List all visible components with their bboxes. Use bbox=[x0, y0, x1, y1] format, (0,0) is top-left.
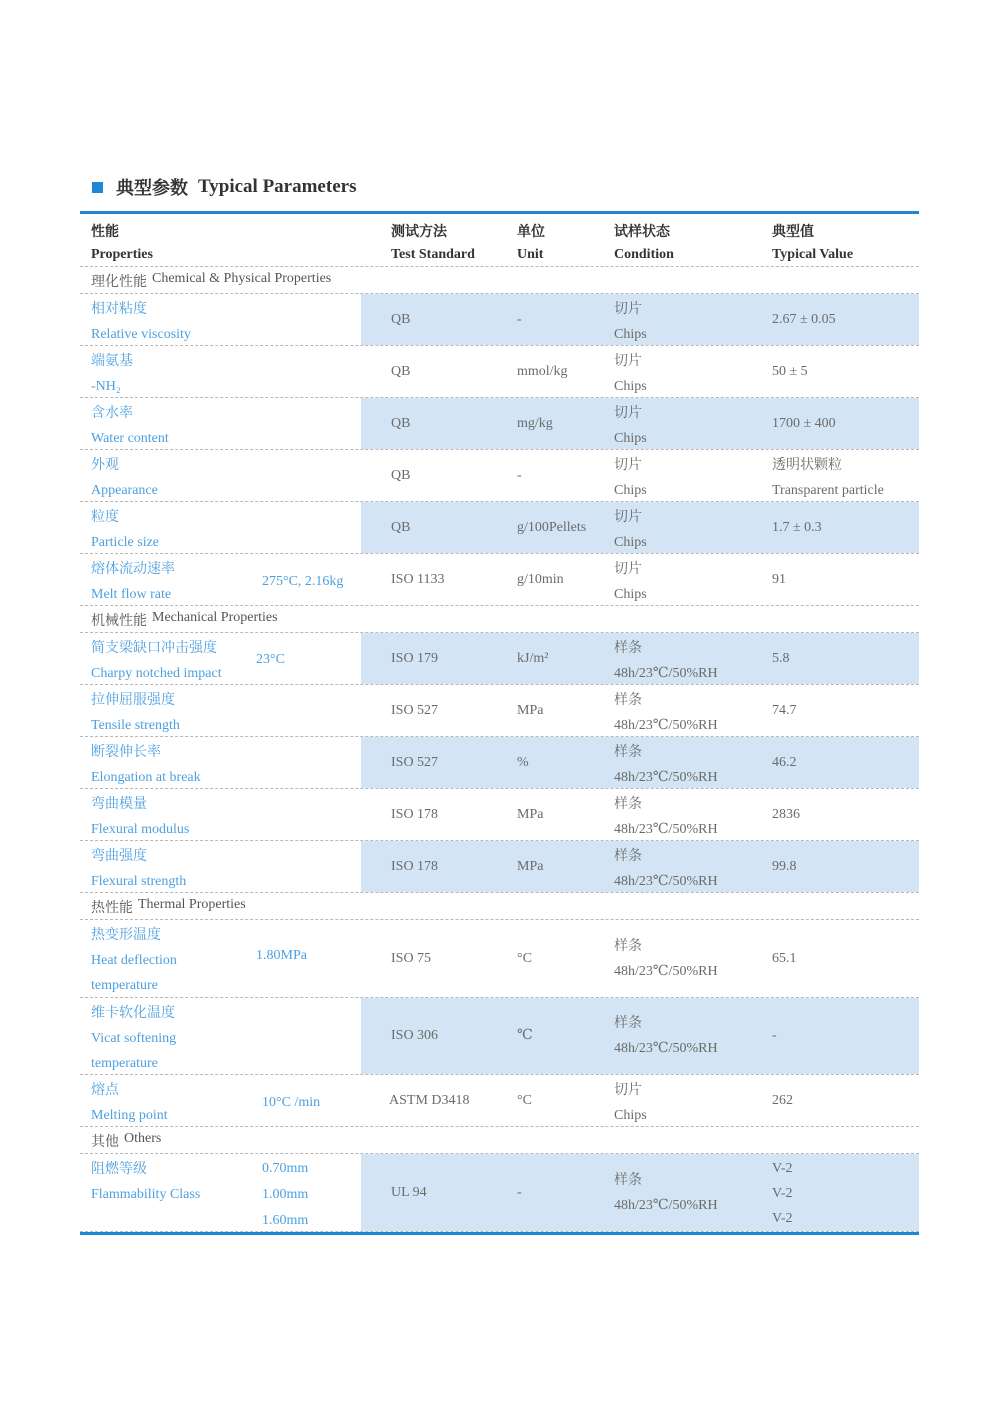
header-standard-en: Test Standard bbox=[391, 247, 475, 262]
header-condition-en: Condition bbox=[614, 247, 674, 262]
section-title-en: Mechanical Properties bbox=[152, 610, 278, 625]
test-standard: ISO 527 bbox=[391, 754, 439, 770]
unit: MPa bbox=[517, 806, 544, 822]
unit: MPa bbox=[517, 702, 544, 718]
unit: MPa bbox=[517, 858, 544, 874]
title-cn: 典型参数 bbox=[116, 178, 188, 199]
condition-cn: 切片 bbox=[614, 353, 642, 369]
table-row bbox=[80, 633, 919, 685]
header-standard-cn: 测试方法 bbox=[391, 224, 447, 240]
table-row bbox=[80, 685, 919, 737]
table-row bbox=[80, 789, 919, 841]
section-header bbox=[80, 267, 919, 294]
condition-en: Chips bbox=[614, 431, 647, 446]
test-condition-note: 0.70mm bbox=[262, 1161, 309, 1176]
section-header bbox=[80, 893, 919, 920]
condition-cn: 切片 bbox=[614, 301, 642, 317]
property-cn: 熔体流动速率 bbox=[91, 561, 175, 577]
property-cn: 阻燃等级 bbox=[91, 1161, 147, 1177]
property-en: Vicat softening bbox=[91, 1031, 177, 1046]
condition-cn: 样条 bbox=[614, 1015, 642, 1031]
section-header bbox=[80, 1127, 919, 1154]
table-row bbox=[80, 1154, 919, 1232]
row-shade bbox=[361, 998, 919, 1074]
unit: - bbox=[517, 311, 522, 327]
condition-en: Chips bbox=[614, 587, 647, 602]
typical-value: 2.67 ± 0.05 bbox=[772, 311, 836, 327]
property-en: -NH₂ bbox=[91, 379, 121, 394]
property-en: Flammability Class bbox=[91, 1187, 201, 1202]
test-standard: QB bbox=[391, 363, 411, 379]
table-row bbox=[80, 1075, 919, 1127]
section-title-cn: 热性能 bbox=[91, 900, 133, 916]
condition-en: 48h/23℃/50%RH bbox=[614, 963, 718, 979]
condition-en: 48h/23℃/50%RH bbox=[614, 1197, 718, 1213]
property-en: Flexural modulus bbox=[91, 822, 190, 837]
unit: - bbox=[517, 467, 522, 483]
unit: kJ/m² bbox=[517, 650, 549, 666]
header-unit-en: Unit bbox=[517, 247, 544, 262]
condition-cn: 样条 bbox=[614, 937, 642, 954]
property-cn: 热变形温度 bbox=[91, 927, 161, 943]
typical-value: 2836 bbox=[772, 806, 800, 822]
unit: % bbox=[517, 754, 529, 770]
condition-en: 48h/23℃/50%RH bbox=[614, 718, 718, 733]
test-condition-note: 1.80MPa bbox=[256, 948, 307, 963]
property-cn: 熔点 bbox=[91, 1082, 119, 1098]
typical-value: 91 bbox=[772, 571, 786, 587]
condition-cn: 切片 bbox=[614, 561, 642, 577]
property-cn: 粒度 bbox=[91, 509, 119, 525]
title-en: Typical Parameters bbox=[198, 176, 357, 197]
typical-value: - bbox=[772, 1028, 777, 1043]
condition-en: 48h/23℃/50%RH bbox=[614, 770, 718, 785]
property-cn: 维卡软化温度 bbox=[91, 1005, 175, 1021]
typical-value: 262 bbox=[772, 1092, 793, 1108]
property-en: Heat deflection bbox=[91, 953, 177, 968]
property-en: temperature bbox=[91, 1056, 158, 1071]
property-en: temperature bbox=[91, 978, 158, 993]
test-condition-note: 1.60mm bbox=[262, 1213, 309, 1228]
typical-value: Transparent particle bbox=[772, 483, 884, 498]
section-title-en: Chemical & Physical Properties bbox=[152, 271, 332, 286]
section-title-en: Others bbox=[124, 1131, 162, 1146]
header-condition-cn: 试样状态 bbox=[614, 224, 670, 240]
header-value-cn: 典型值 bbox=[772, 224, 814, 240]
test-condition-note: 1.00mm bbox=[262, 1187, 309, 1202]
unit: g/100Pellets bbox=[517, 519, 587, 535]
typical-value: 65.1 bbox=[772, 950, 797, 966]
property-en: Relative viscosity bbox=[91, 327, 191, 342]
condition-cn: 样条 bbox=[614, 744, 642, 760]
typical-value: 99.8 bbox=[772, 858, 797, 874]
condition-en: 48h/23℃/50%RH bbox=[614, 1041, 718, 1056]
typical-value: 1700 ± 400 bbox=[772, 415, 836, 431]
condition-cn: 样条 bbox=[614, 796, 642, 812]
condition-en: 48h/23℃/50%RH bbox=[614, 666, 718, 681]
condition-cn: 切片 bbox=[614, 509, 642, 525]
property-en: Flexural strength bbox=[91, 874, 187, 889]
property-cn: 拉伸屈服强度 bbox=[91, 692, 175, 708]
typical-value: 74.7 bbox=[772, 702, 797, 718]
condition-cn: 样条 bbox=[614, 848, 642, 864]
header-value-en: Typical Value bbox=[772, 247, 854, 262]
unit: °C bbox=[517, 950, 532, 966]
table-row bbox=[80, 346, 919, 398]
typical-value: 50 ± 5 bbox=[772, 363, 808, 379]
condition-en: 48h/23℃/50%RH bbox=[614, 822, 718, 837]
typical-value: V-2 bbox=[772, 1161, 793, 1176]
property-en: Melting point bbox=[91, 1108, 168, 1123]
unit: g/10min bbox=[517, 571, 564, 587]
test-standard: ISO 179 bbox=[391, 650, 439, 666]
header-properties-cn: 性能 bbox=[91, 224, 119, 240]
section-header bbox=[80, 606, 919, 633]
test-standard: ASTM D3418 bbox=[389, 1092, 470, 1108]
section-title-cn: 其他 bbox=[91, 1134, 119, 1150]
table-row bbox=[80, 737, 919, 789]
test-standard: ISO 178 bbox=[391, 858, 439, 874]
table-row bbox=[80, 294, 919, 346]
test-standard: QB bbox=[391, 311, 411, 327]
property-en: Appearance bbox=[91, 483, 158, 498]
test-standard: QB bbox=[391, 519, 411, 535]
condition-en: Chips bbox=[614, 379, 647, 394]
typical-value: V-2 bbox=[772, 1186, 793, 1201]
typical-value: V-2 bbox=[772, 1211, 793, 1226]
property-cn: 弯曲强度 bbox=[91, 848, 147, 864]
table-row bbox=[80, 450, 919, 502]
typical-value: 5.8 bbox=[772, 650, 790, 666]
condition-cn: 样条 bbox=[614, 1171, 642, 1188]
header-unit-cn: 单位 bbox=[517, 224, 545, 240]
test-standard: QB bbox=[391, 467, 411, 483]
section-title-cn: 机械性能 bbox=[91, 613, 147, 629]
property-cn: 相对粘度 bbox=[91, 301, 147, 317]
condition-cn: 切片 bbox=[614, 457, 642, 473]
property-en: Particle size bbox=[91, 535, 160, 550]
property-en: Melt flow rate bbox=[91, 587, 172, 602]
test-standard: ISO 306 bbox=[391, 1028, 439, 1043]
test-standard: ISO 527 bbox=[391, 702, 439, 718]
condition-cn: 切片 bbox=[614, 405, 642, 421]
test-standard: UL 94 bbox=[391, 1184, 427, 1200]
property-cn: 断裂伸长率 bbox=[91, 744, 161, 760]
unit: °C bbox=[517, 1092, 532, 1108]
condition-en: Chips bbox=[614, 535, 647, 550]
unit: mg/kg bbox=[517, 415, 553, 431]
test-condition-note: 23°C bbox=[256, 652, 285, 667]
test-standard: ISO 178 bbox=[391, 806, 439, 822]
header-properties-en: Properties bbox=[91, 247, 153, 262]
condition-en: 48h/23℃/50%RH bbox=[614, 874, 718, 889]
unit: - bbox=[517, 1184, 522, 1200]
title-square-icon bbox=[92, 182, 103, 193]
section-title-cn: 理化性能 bbox=[91, 274, 147, 290]
test-standard: QB bbox=[391, 415, 411, 431]
section-title-en: Thermal Properties bbox=[138, 897, 246, 912]
condition-cn: 样条 bbox=[614, 640, 642, 656]
table-header bbox=[80, 214, 919, 267]
unit: mmol/kg bbox=[517, 363, 568, 379]
property-cn: 端氨基 bbox=[91, 353, 133, 369]
typical-value: 1.7 ± 0.3 bbox=[772, 519, 822, 535]
table-row bbox=[80, 398, 919, 450]
typical-value: 透明状颗粒 bbox=[772, 457, 842, 473]
property-en: Elongation at break bbox=[91, 770, 201, 785]
condition-en: Chips bbox=[614, 327, 647, 342]
table-row bbox=[80, 554, 919, 606]
test-standard: ISO 1133 bbox=[391, 571, 445, 587]
table-row bbox=[80, 502, 919, 554]
property-cn: 简支梁缺口冲击强度 bbox=[91, 640, 217, 656]
table-body bbox=[80, 267, 919, 1232]
condition-en: Chips bbox=[614, 483, 647, 498]
property-cn: 含水率 bbox=[91, 405, 133, 421]
test-condition-note: 275°C, 2.16kg bbox=[262, 573, 344, 589]
property-cn: 外观 bbox=[91, 457, 119, 473]
table-row bbox=[80, 841, 919, 893]
table-row bbox=[80, 920, 919, 998]
test-standard: ISO 75 bbox=[391, 950, 432, 966]
page-title bbox=[92, 172, 356, 202]
condition-en: Chips bbox=[614, 1108, 647, 1123]
test-condition-note: 10°C /min bbox=[262, 1094, 321, 1110]
table-bottom-rule bbox=[80, 1232, 919, 1235]
typical-parameters-table bbox=[80, 211, 919, 1235]
property-en: Tensile strength bbox=[91, 718, 180, 733]
property-en: Charpy notched impact bbox=[91, 666, 222, 681]
condition-cn: 切片 bbox=[614, 1082, 642, 1098]
property-cn: 弯曲模量 bbox=[91, 796, 147, 812]
typical-value: 46.2 bbox=[772, 754, 797, 770]
unit: ℃ bbox=[517, 1028, 533, 1043]
row-shade bbox=[361, 1154, 919, 1231]
table-row bbox=[80, 998, 919, 1075]
property-en: Water content bbox=[91, 431, 169, 446]
condition-cn: 样条 bbox=[614, 692, 642, 708]
